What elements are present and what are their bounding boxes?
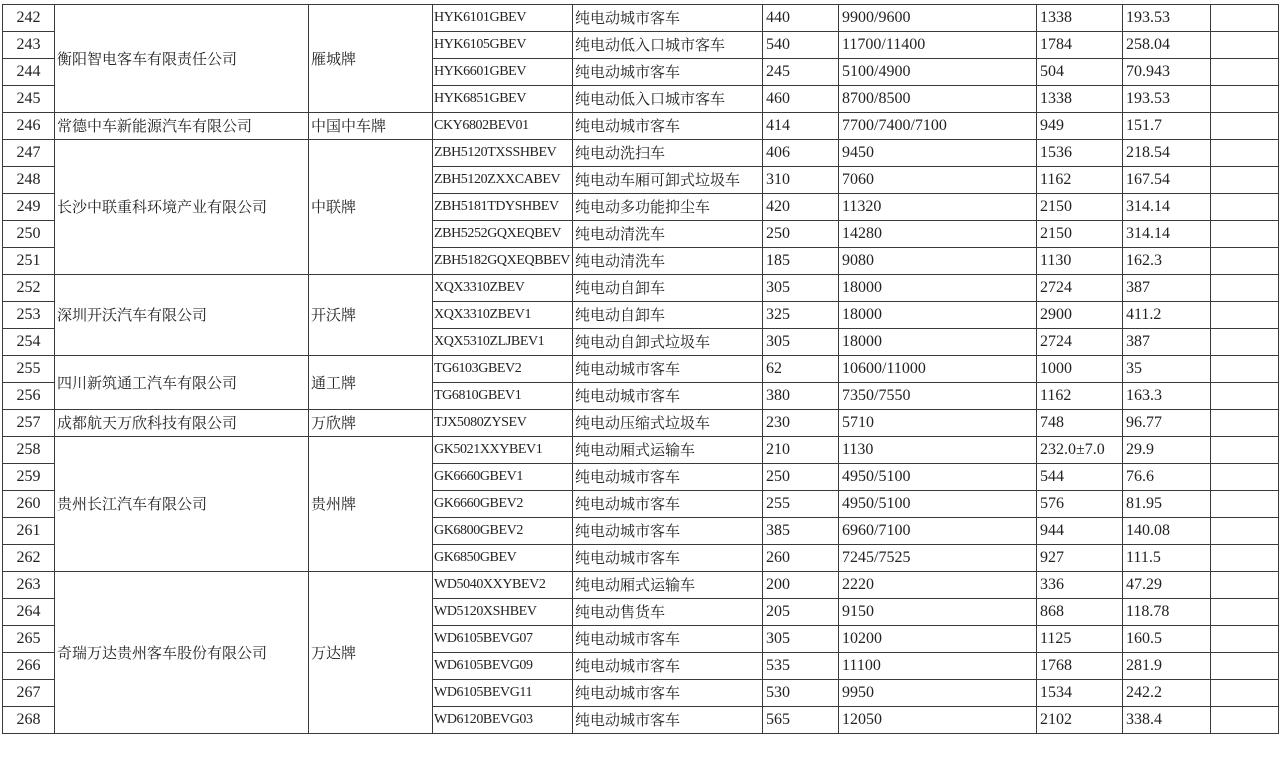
table-body <box>3 5 1279 734</box>
value-cell-1: 62 <box>763 356 839 383</box>
table-row <box>3 572 1279 599</box>
value-cell-2: 9900/9600 <box>839 5 1037 32</box>
value-cell-1: 250 <box>763 221 839 248</box>
model-cell: HYK6101GBEV <box>433 5 573 32</box>
model-cell: XQX5310ZLJBEV1 <box>433 329 573 356</box>
model-cell: CKY6802BEV01 <box>433 113 573 140</box>
value-cell-2: 7060 <box>839 167 1037 194</box>
model-cell: XQX3310ZBEV1 <box>433 302 573 329</box>
model-cell: HYK6601GBEV <box>433 59 573 86</box>
value-cell-3: 2102 <box>1037 707 1123 734</box>
value-cell-4: 162.3 <box>1123 248 1211 275</box>
vehicle-type-cell: 纯电动车厢可卸式垃圾车 <box>573 167 763 194</box>
empty-cell <box>1211 464 1279 491</box>
value-cell-1: 535 <box>763 653 839 680</box>
value-cell-2: 4950/5100 <box>839 491 1037 518</box>
brand-cell: 开沃牌 <box>309 275 433 356</box>
value-cell-4: 96.77 <box>1123 410 1211 437</box>
model-cell: GK6800GBEV2 <box>433 518 573 545</box>
company-cell: 长沙中联重科环境产业有限公司 <box>55 140 309 275</box>
value-cell-1: 305 <box>763 329 839 356</box>
seq-cell: 247 <box>3 140 55 167</box>
value-cell-4: 160.5 <box>1123 626 1211 653</box>
value-cell-2: 6960/7100 <box>839 518 1037 545</box>
empty-cell <box>1211 5 1279 32</box>
seq-cell: 255 <box>3 356 55 383</box>
seq-cell: 265 <box>3 626 55 653</box>
model-cell: GK6660GBEV1 <box>433 464 573 491</box>
value-cell-4: 411.2 <box>1123 302 1211 329</box>
empty-cell <box>1211 329 1279 356</box>
value-cell-1: 565 <box>763 707 839 734</box>
value-cell-3: 1536 <box>1037 140 1123 167</box>
value-cell-4: 193.53 <box>1123 86 1211 113</box>
vehicle-type-cell: 纯电动城市客车 <box>573 356 763 383</box>
seq-cell: 242 <box>3 5 55 32</box>
value-cell-4: 163.3 <box>1123 383 1211 410</box>
empty-cell <box>1211 248 1279 275</box>
value-cell-1: 245 <box>763 59 839 86</box>
table-row <box>3 410 1279 437</box>
brand-cell: 中国中车牌 <box>309 113 433 140</box>
empty-cell <box>1211 275 1279 302</box>
value-cell-1: 420 <box>763 194 839 221</box>
empty-cell <box>1211 518 1279 545</box>
empty-cell <box>1211 302 1279 329</box>
empty-cell <box>1211 194 1279 221</box>
model-cell: TG6103GBEV2 <box>433 356 573 383</box>
empty-cell <box>1211 356 1279 383</box>
value-cell-2: 18000 <box>839 329 1037 356</box>
company-cell: 四川新筑通工汽车有限公司 <box>55 356 309 410</box>
model-cell: WD5040XXYBEV2 <box>433 572 573 599</box>
value-cell-3: 1784 <box>1037 32 1123 59</box>
brand-cell: 雁城牌 <box>309 5 433 113</box>
value-cell-4: 167.54 <box>1123 167 1211 194</box>
model-cell: WD6120BEVG03 <box>433 707 573 734</box>
seq-cell: 246 <box>3 113 55 140</box>
seq-cell: 267 <box>3 680 55 707</box>
value-cell-3: 1338 <box>1037 5 1123 32</box>
company-cell: 深圳开沃汽车有限公司 <box>55 275 309 356</box>
seq-cell: 254 <box>3 329 55 356</box>
value-cell-3: 1125 <box>1037 626 1123 653</box>
value-cell-2: 11700/11400 <box>839 32 1037 59</box>
vehicle-type-cell: 纯电动城市客车 <box>573 626 763 653</box>
vehicle-type-cell: 纯电动城市客车 <box>573 464 763 491</box>
value-cell-4: 81.95 <box>1123 491 1211 518</box>
empty-cell <box>1211 491 1279 518</box>
empty-cell <box>1211 410 1279 437</box>
seq-cell: 266 <box>3 653 55 680</box>
empty-cell <box>1211 140 1279 167</box>
vehicle-type-cell: 纯电动低入口城市客车 <box>573 32 763 59</box>
model-cell: HYK6105GBEV <box>433 32 573 59</box>
value-cell-3: 868 <box>1037 599 1123 626</box>
model-cell: GK6660GBEV2 <box>433 491 573 518</box>
value-cell-3: 1000 <box>1037 356 1123 383</box>
value-cell-4: 314.14 <box>1123 221 1211 248</box>
vehicle-type-cell: 纯电动自卸车 <box>573 275 763 302</box>
value-cell-1: 305 <box>763 626 839 653</box>
value-cell-4: 258.04 <box>1123 32 1211 59</box>
model-cell: ZBH5252GQXEQBEV <box>433 221 573 248</box>
value-cell-4: 193.53 <box>1123 5 1211 32</box>
value-cell-3: 1338 <box>1037 86 1123 113</box>
company-cell: 贵州长江汽车有限公司 <box>55 437 309 572</box>
value-cell-4: 140.08 <box>1123 518 1211 545</box>
model-cell: ZBH5181TDYSHBEV <box>433 194 573 221</box>
vehicle-type-cell: 纯电动城市客车 <box>573 653 763 680</box>
seq-cell: 244 <box>3 59 55 86</box>
value-cell-3: 748 <box>1037 410 1123 437</box>
value-cell-4: 29.9 <box>1123 437 1211 464</box>
model-cell: ZBH5120ZXXCABEV <box>433 167 573 194</box>
value-cell-2: 1130 <box>839 437 1037 464</box>
seq-cell: 243 <box>3 32 55 59</box>
empty-cell <box>1211 545 1279 572</box>
empty-cell <box>1211 599 1279 626</box>
value-cell-2: 7700/7400/7100 <box>839 113 1037 140</box>
model-cell: ZBH5120TXSSHBEV <box>433 140 573 167</box>
value-cell-3: 2724 <box>1037 275 1123 302</box>
value-cell-4: 218.54 <box>1123 140 1211 167</box>
value-cell-3: 336 <box>1037 572 1123 599</box>
vehicle-type-cell: 纯电动清洗车 <box>573 221 763 248</box>
vehicle-type-cell: 纯电动清洗车 <box>573 248 763 275</box>
model-cell: GK6850GBEV <box>433 545 573 572</box>
empty-cell <box>1211 437 1279 464</box>
value-cell-4: 47.29 <box>1123 572 1211 599</box>
value-cell-4: 111.5 <box>1123 545 1211 572</box>
company-cell: 成都航天万欣科技有限公司 <box>55 410 309 437</box>
company-cell: 奇瑞万达贵州客车股份有限公司 <box>55 572 309 734</box>
value-cell-3: 2900 <box>1037 302 1123 329</box>
value-cell-3: 232.0±7.0 <box>1037 437 1123 464</box>
value-cell-4: 242.2 <box>1123 680 1211 707</box>
seq-cell: 261 <box>3 518 55 545</box>
brand-cell: 万欣牌 <box>309 410 433 437</box>
brand-cell: 通工牌 <box>309 356 433 410</box>
value-cell-1: 255 <box>763 491 839 518</box>
vehicle-type-cell: 纯电动自卸车 <box>573 302 763 329</box>
value-cell-4: 118.78 <box>1123 599 1211 626</box>
value-cell-2: 9450 <box>839 140 1037 167</box>
empty-cell <box>1211 653 1279 680</box>
model-cell: TG6810GBEV1 <box>433 383 573 410</box>
model-cell: ZBH5182GQXEQBBEV <box>433 248 573 275</box>
seq-cell: 248 <box>3 167 55 194</box>
empty-cell <box>1211 221 1279 248</box>
value-cell-2: 18000 <box>839 275 1037 302</box>
seq-cell: 264 <box>3 599 55 626</box>
seq-cell: 245 <box>3 86 55 113</box>
value-cell-2: 5710 <box>839 410 1037 437</box>
vehicle-type-cell: 纯电动低入口城市客车 <box>573 86 763 113</box>
value-cell-1: 205 <box>763 599 839 626</box>
brand-cell: 贵州牌 <box>309 437 433 572</box>
vehicle-type-cell: 纯电动自卸式垃圾车 <box>573 329 763 356</box>
vehicle-type-cell: 纯电动厢式运输车 <box>573 572 763 599</box>
vehicle-type-cell: 纯电动城市客车 <box>573 59 763 86</box>
value-cell-3: 1534 <box>1037 680 1123 707</box>
brand-cell: 万达牌 <box>309 572 433 734</box>
empty-cell <box>1211 383 1279 410</box>
value-cell-4: 281.9 <box>1123 653 1211 680</box>
table-row <box>3 5 1279 32</box>
value-cell-3: 927 <box>1037 545 1123 572</box>
seq-cell: 259 <box>3 464 55 491</box>
brand-cell: 中联牌 <box>309 140 433 275</box>
value-cell-1: 260 <box>763 545 839 572</box>
value-cell-2: 10600/11000 <box>839 356 1037 383</box>
value-cell-4: 314.14 <box>1123 194 1211 221</box>
value-cell-1: 325 <box>763 302 839 329</box>
value-cell-2: 8700/8500 <box>839 86 1037 113</box>
value-cell-1: 440 <box>763 5 839 32</box>
vehicle-type-cell: 纯电动城市客车 <box>573 383 763 410</box>
vehicle-type-cell: 纯电动城市客车 <box>573 491 763 518</box>
value-cell-3: 1130 <box>1037 248 1123 275</box>
value-cell-4: 151.7 <box>1123 113 1211 140</box>
value-cell-3: 949 <box>1037 113 1123 140</box>
value-cell-3: 2150 <box>1037 221 1123 248</box>
value-cell-2: 7245/7525 <box>839 545 1037 572</box>
seq-cell: 268 <box>3 707 55 734</box>
seq-cell: 262 <box>3 545 55 572</box>
model-cell: WD6105BEVG11 <box>433 680 573 707</box>
value-cell-3: 1162 <box>1037 167 1123 194</box>
vehicle-type-cell: 纯电动城市客车 <box>573 113 763 140</box>
vehicle-type-cell: 纯电动城市客车 <box>573 518 763 545</box>
value-cell-1: 310 <box>763 167 839 194</box>
value-cell-1: 460 <box>763 86 839 113</box>
value-cell-2: 14280 <box>839 221 1037 248</box>
value-cell-1: 380 <box>763 383 839 410</box>
value-cell-1: 406 <box>763 140 839 167</box>
seq-cell: 263 <box>3 572 55 599</box>
value-cell-4: 76.6 <box>1123 464 1211 491</box>
vehicle-type-cell: 纯电动厢式运输车 <box>573 437 763 464</box>
empty-cell <box>1211 32 1279 59</box>
empty-cell <box>1211 572 1279 599</box>
value-cell-1: 414 <box>763 113 839 140</box>
empty-cell <box>1211 59 1279 86</box>
vehicle-type-cell: 纯电动多功能抑尘车 <box>573 194 763 221</box>
vehicle-type-cell: 纯电动城市客车 <box>573 680 763 707</box>
empty-cell <box>1211 680 1279 707</box>
vehicle-type-cell: 纯电动城市客车 <box>573 5 763 32</box>
seq-cell: 251 <box>3 248 55 275</box>
value-cell-1: 185 <box>763 248 839 275</box>
value-cell-2: 18000 <box>839 302 1037 329</box>
value-cell-4: 338.4 <box>1123 707 1211 734</box>
company-cell: 常德中车新能源汽车有限公司 <box>55 113 309 140</box>
value-cell-1: 200 <box>763 572 839 599</box>
seq-cell: 249 <box>3 194 55 221</box>
vehicle-type-cell: 纯电动城市客车 <box>573 545 763 572</box>
empty-cell <box>1211 86 1279 113</box>
empty-cell <box>1211 113 1279 140</box>
seq-cell: 253 <box>3 302 55 329</box>
vehicle-catalog-table <box>2 4 1279 734</box>
table-row <box>3 140 1279 167</box>
table-row <box>3 437 1279 464</box>
model-cell: GK5021XXYBEV1 <box>433 437 573 464</box>
model-cell: TJX5080ZYSEV <box>433 410 573 437</box>
value-cell-2: 9080 <box>839 248 1037 275</box>
seq-cell: 260 <box>3 491 55 518</box>
company-cell: 衡阳智电客车有限责任公司 <box>55 5 309 113</box>
value-cell-1: 210 <box>763 437 839 464</box>
model-cell: WD6105BEVG09 <box>433 653 573 680</box>
table-row <box>3 356 1279 383</box>
value-cell-2: 7350/7550 <box>839 383 1037 410</box>
vehicle-type-cell: 纯电动售货车 <box>573 599 763 626</box>
vehicle-type-cell: 纯电动压缩式垃圾车 <box>573 410 763 437</box>
value-cell-1: 250 <box>763 464 839 491</box>
model-cell: XQX3310ZBEV <box>433 275 573 302</box>
model-cell: HYK6851GBEV <box>433 86 573 113</box>
value-cell-3: 504 <box>1037 59 1123 86</box>
value-cell-2: 4950/5100 <box>839 464 1037 491</box>
table-row <box>3 113 1279 140</box>
model-cell: WD6105BEVG07 <box>433 626 573 653</box>
value-cell-2: 11100 <box>839 653 1037 680</box>
value-cell-3: 576 <box>1037 491 1123 518</box>
empty-cell <box>1211 707 1279 734</box>
seq-cell: 250 <box>3 221 55 248</box>
value-cell-3: 944 <box>1037 518 1123 545</box>
value-cell-1: 305 <box>763 275 839 302</box>
empty-cell <box>1211 626 1279 653</box>
value-cell-2: 2220 <box>839 572 1037 599</box>
value-cell-3: 1768 <box>1037 653 1123 680</box>
value-cell-1: 540 <box>763 32 839 59</box>
value-cell-2: 10200 <box>839 626 1037 653</box>
table-row <box>3 275 1279 302</box>
value-cell-4: 387 <box>1123 275 1211 302</box>
empty-cell <box>1211 167 1279 194</box>
value-cell-2: 9150 <box>839 599 1037 626</box>
value-cell-3: 1162 <box>1037 383 1123 410</box>
value-cell-4: 35 <box>1123 356 1211 383</box>
value-cell-1: 230 <box>763 410 839 437</box>
seq-cell: 256 <box>3 383 55 410</box>
value-cell-2: 5100/4900 <box>839 59 1037 86</box>
value-cell-4: 387 <box>1123 329 1211 356</box>
vehicle-type-cell: 纯电动洗扫车 <box>573 140 763 167</box>
value-cell-1: 385 <box>763 518 839 545</box>
value-cell-2: 11320 <box>839 194 1037 221</box>
value-cell-2: 9950 <box>839 680 1037 707</box>
value-cell-2: 12050 <box>839 707 1037 734</box>
seq-cell: 257 <box>3 410 55 437</box>
vehicle-type-cell: 纯电动城市客车 <box>573 707 763 734</box>
model-cell: WD5120XSHBEV <box>433 599 573 626</box>
seq-cell: 258 <box>3 437 55 464</box>
seq-cell: 252 <box>3 275 55 302</box>
value-cell-3: 2724 <box>1037 329 1123 356</box>
value-cell-1: 530 <box>763 680 839 707</box>
value-cell-4: 70.943 <box>1123 59 1211 86</box>
value-cell-3: 544 <box>1037 464 1123 491</box>
value-cell-3: 2150 <box>1037 194 1123 221</box>
